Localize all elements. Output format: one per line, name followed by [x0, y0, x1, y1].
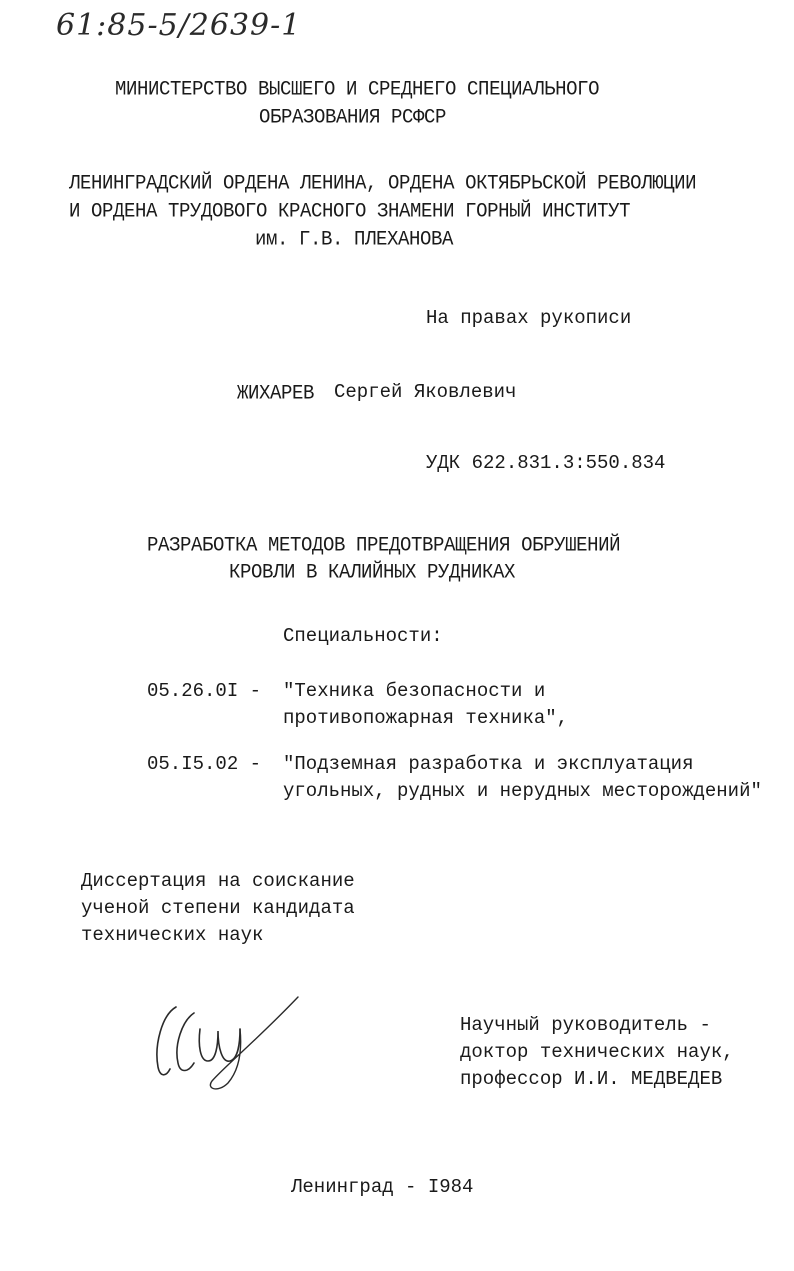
specialty-code: 05.I5.02 -: [147, 753, 262, 775]
handwritten-reference: 61:85-5/2639-1: [56, 8, 302, 43]
specialty-name-line: "Техника безопасности и: [283, 680, 546, 702]
specialty-name-line: угольных, рудных и нерудных месторождений": [283, 780, 762, 802]
title-line-2: КРОВЛИ В КАЛИЙНЫХ РУДНИКАХ: [229, 560, 516, 584]
signature: [148, 985, 308, 1095]
institute-line-2: И ОРДЕНА ТРУДОВОГО КРАСНОГО ЗНАМЕНИ ГОРНЫЙ ИНСТИТУТ: [69, 199, 631, 223]
manuscript-note: На правах рукописи: [426, 307, 632, 329]
specialties-heading: Специальности:: [283, 625, 443, 647]
institute-line-3: им. Г.В. ПЛЕХАНОВА: [255, 227, 454, 251]
place-and-year: Ленинград - I984: [291, 1176, 474, 1198]
dissertation-line-2: ученой степени кандидата: [81, 897, 355, 919]
ministry-line-2: ОБРАЗОВАНИЯ РСФСР: [259, 105, 447, 129]
supervisor-line-1: Научный руководитель -: [460, 1014, 711, 1036]
supervisor-line-3: профессор И.И. МЕДВЕДЕВ: [460, 1068, 723, 1090]
specialty-name-line: "Подземная разработка и эксплуатация: [283, 753, 694, 775]
title-line-1: РАЗРАБОТКА МЕТОДОВ ПРЕДОТВРАЩЕНИЯ ОБРУШЕНИЙ: [147, 533, 621, 557]
dissertation-line-3: технических наук: [81, 924, 264, 946]
supervisor-line-2: доктор технических наук,: [460, 1041, 734, 1063]
dissertation-line-1: Диссертация на соискание: [81, 870, 355, 892]
ministry-line-1: МИНИСТЕРСТВО ВЫСШЕГО И СРЕДНЕГО СПЕЦИАЛЬНОГО: [115, 77, 600, 101]
specialty-name-line: противопожарная техника",: [283, 707, 569, 729]
specialty-code: 05.26.0I -: [147, 680, 262, 702]
author-given-names: Сергей Яковлевич: [334, 381, 517, 403]
author-surname: ЖИХАРЕВ: [237, 381, 315, 405]
udk-code: УДК 622.831.3:550.834: [426, 452, 666, 474]
institute-line-1: ЛЕНИНГРАДСКИЙ ОРДЕНА ЛЕНИНА, ОРДЕНА ОКТЯБРЬСКОЙ РЕВОЛЮЦИИ: [69, 171, 697, 195]
